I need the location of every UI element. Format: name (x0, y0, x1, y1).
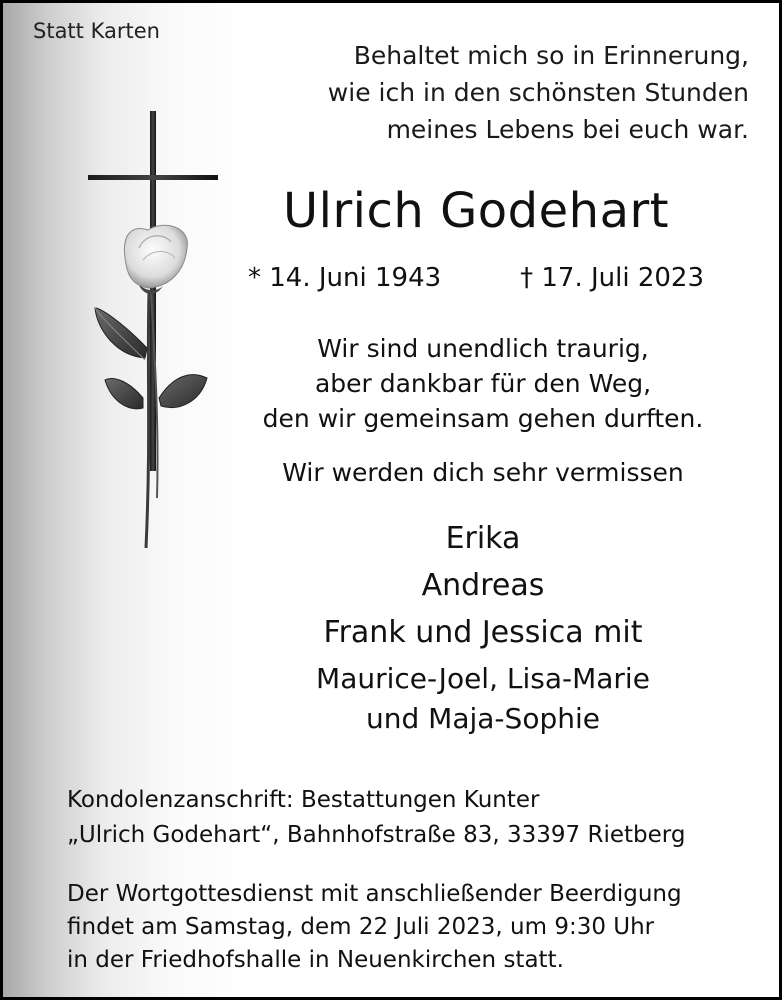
message-line: Wir sind unendlich traurig, (317, 334, 649, 363)
family-name: Maurice-Joel, Lisa-Marie (316, 662, 650, 695)
motto-line: meines Lebens bei euch war. (386, 115, 749, 144)
service-line: Der Wortgottesdienst mit anschließender Beerdigung (67, 881, 682, 907)
cross-with-rose-icon (83, 108, 233, 553)
message-line: den wir gemeinsam gehen durften. (262, 404, 704, 433)
motto-line: Behaltet mich so in Erinnerung, (353, 41, 749, 70)
family-name: Frank und Jessica mit (323, 615, 643, 650)
family-name: Erika (445, 521, 521, 556)
family-name: und Maja-Sophie (366, 702, 600, 735)
family-names (233, 515, 733, 656)
birth-date: * 14. Juni 1943 (248, 263, 442, 293)
condolence-line: Kondolenzanschrift: Bestattungen Kunter (67, 787, 540, 813)
service-line: in der Friedhofshalle in Neuenkirchen statt. (67, 947, 564, 973)
motto-quote (229, 37, 749, 148)
message-line: aber dankbar für den Weg, (314, 369, 652, 398)
statt-karten-label: Statt Karten (33, 19, 160, 43)
service-line: findet am Samstag, dem 22 Juli 2023, um 9:30 Uhr (67, 914, 655, 940)
condolence-address (67, 783, 685, 853)
mourning-message (233, 331, 733, 436)
family-name: Andreas (421, 568, 545, 603)
miss-message: Wir werden dich sehr vermissen (282, 458, 684, 487)
motto-line: wie ich in den schönsten Stunden (327, 78, 749, 107)
condolence-line: „Ulrich Godehart“, Bahnhofstraße 83, 33397 Rietberg (67, 822, 686, 848)
deceased-name: Ulrich Godehart (282, 183, 670, 239)
death-date: † 17. Juli 2023 (520, 263, 704, 293)
funeral-service-info (67, 878, 682, 977)
grandchildren-names (233, 659, 733, 739)
